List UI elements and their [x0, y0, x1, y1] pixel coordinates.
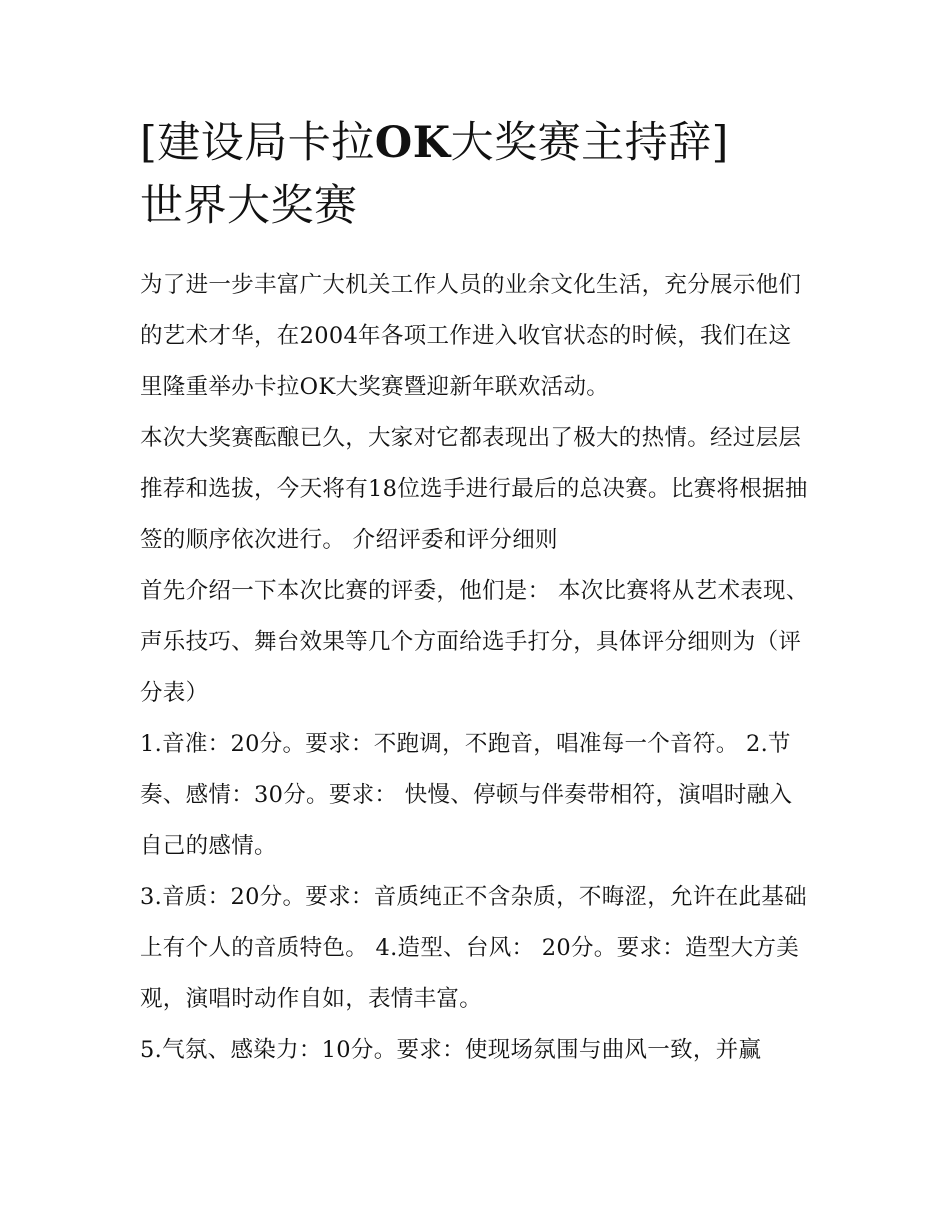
- paragraph-intro: 为了进一步丰富广大机关工作人员的业余文化生活，充分展示他们的艺术才华，在2004年各项工作进入收官状态的时候，我们在这里隆重举办卡拉OK大奖赛暨迎新年联欢活动。: [140, 272, 802, 400]
- document-body: [140, 260, 812, 1076]
- paragraph-judges: 首先介绍一下本次比赛的评委，他们是： 本次比赛将从艺术表现、声乐技巧、舞台效果等几个方面给选手打分，具体评分细则为（评分表）: [140, 578, 809, 706]
- paragraph-scoring-5: 5.气氛、感染力：10分。要求：使现场氛围与曲风一致，并赢: [140, 1037, 762, 1063]
- title-line2: 世界大奖赛: [140, 181, 358, 231]
- document-page: [140, 112, 812, 1076]
- paragraph-scoring-3-4: 3.音质：20分。要求：音质纯正不含杂质，不晦涩，允许在此基础上有个人的音质特色。 4.造型、台风： 20分。要求：造型大方美观，演唱时动作自如，表情丰富。: [140, 884, 807, 1012]
- paragraph-contest-overview: 本次大奖赛酝酿已久，大家对它都表现出了极大的热情。经过层层推荐和选拔，今天将有18位选手进行最后的总决赛。比赛将根据抽签的顺序依次进行。 介绍评委和评分细则: [140, 425, 808, 553]
- document-title: [140, 112, 812, 238]
- title-line1-prefix: [建设局卡拉: [140, 118, 375, 168]
- paragraph-scoring-1-2: 1.音准：20分。要求：不跑调，不跑音，唱准每一个音符。 2.节奏、感情：30分。要求： 快慢、停顿与伴奏带相符，演唱时融入自己的感情。: [140, 731, 793, 859]
- title-line1-suffix: 大奖赛主持辞]: [450, 118, 729, 168]
- title-line1-latin: OK: [374, 118, 451, 168]
